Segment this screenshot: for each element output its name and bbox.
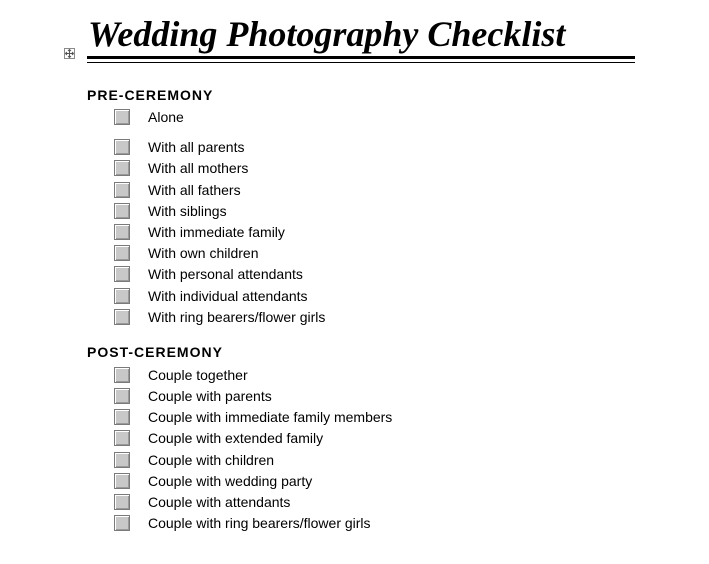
checklist-item-label: With ring bearers/flower girls <box>148 309 326 325</box>
checkbox[interactable] <box>114 473 130 489</box>
checklist-item[interactable] <box>114 307 326 327</box>
checklist-item[interactable] <box>114 158 249 178</box>
checklist-item-label: Couple together <box>148 367 248 383</box>
checklist-item-label: With all fathers <box>148 182 241 198</box>
checkbox[interactable] <box>114 203 130 219</box>
checklist-item-label: Couple with attendants <box>148 494 291 510</box>
checkbox[interactable] <box>114 160 130 176</box>
checkbox[interactable] <box>114 139 130 155</box>
title-underline-thin <box>87 62 635 63</box>
checklist-item[interactable] <box>114 407 393 427</box>
checkbox[interactable] <box>114 224 130 240</box>
checkbox[interactable] <box>114 367 130 383</box>
checklist-item-label: With siblings <box>148 203 227 219</box>
checklist-item[interactable] <box>114 471 313 491</box>
checklist-item[interactable] <box>114 428 324 448</box>
checkbox[interactable] <box>114 309 130 325</box>
page-title: Wedding Photography Checklist <box>88 14 566 54</box>
table-move-handle-icon[interactable] <box>64 48 75 59</box>
title-underline <box>87 56 635 59</box>
checkbox[interactable] <box>114 515 130 531</box>
checkbox[interactable] <box>114 430 130 446</box>
section-heading-post-ceremony: POST-CEREMONY <box>87 344 223 360</box>
checklist-item[interactable] <box>114 243 259 263</box>
checklist-item[interactable] <box>114 492 291 512</box>
checklist-item[interactable] <box>114 222 285 242</box>
checklist-item[interactable] <box>114 180 241 200</box>
checkbox[interactable] <box>114 494 130 510</box>
checkbox[interactable] <box>114 388 130 404</box>
checklist-item[interactable] <box>114 201 227 221</box>
checklist-item[interactable] <box>114 137 245 157</box>
checklist-item-label: Couple with extended family <box>148 430 324 446</box>
checklist-item[interactable] <box>114 365 248 385</box>
checklist-item[interactable] <box>114 386 272 406</box>
checklist-item-label: With all parents <box>148 139 245 155</box>
checkbox[interactable] <box>114 182 130 198</box>
checklist-item[interactable] <box>114 264 303 284</box>
checklist-item-label: With immediate family <box>148 224 285 240</box>
checkbox[interactable] <box>114 452 130 468</box>
checkbox[interactable] <box>114 266 130 282</box>
checkbox[interactable] <box>114 245 130 261</box>
checklist-item-label: Couple with wedding party <box>148 473 313 489</box>
checklist-item-label: With individual attendants <box>148 288 308 304</box>
checklist-item-label: Alone <box>148 109 184 125</box>
checklist-item[interactable] <box>114 450 275 470</box>
checklist-item[interactable] <box>114 107 184 127</box>
checklist-item-label: With personal attendants <box>148 266 303 282</box>
checkbox[interactable] <box>114 409 130 425</box>
checklist-item-label: Couple with children <box>148 452 275 468</box>
checklist-item-label: With all mothers <box>148 160 249 176</box>
checklist-item-label: With own children <box>148 245 259 261</box>
section-heading-pre-ceremony: PRE-CEREMONY <box>87 87 214 103</box>
checklist-item[interactable] <box>114 513 371 533</box>
checklist-item-label: Couple with immediate family members <box>148 409 393 425</box>
checklist-item-label: Couple with parents <box>148 388 272 404</box>
checklist-item[interactable] <box>114 286 308 306</box>
checkbox[interactable] <box>114 109 130 125</box>
checklist-item-label: Couple with ring bearers/flower girls <box>148 515 371 531</box>
checkbox[interactable] <box>114 288 130 304</box>
